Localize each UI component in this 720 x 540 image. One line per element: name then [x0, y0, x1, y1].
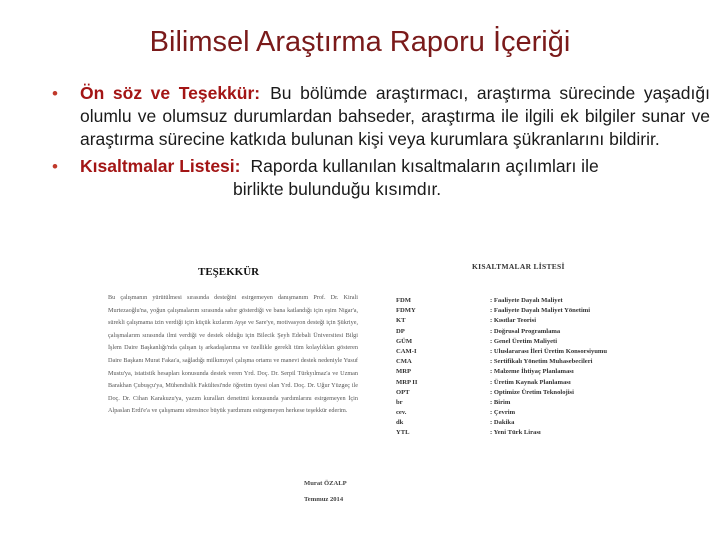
bullet-text: Bu bölümde araştırmacı, araştırma sürecinde yaşadığı olumlu ve olumsuz durumlardan bahseder, araştırma ile ilgili ek bilgiler sunar ve araştırma sürecine katkıda bulunan kişi veya kurumlara şükranlarını bildirir. — [80, 83, 710, 149]
abbreviation-key: MRP — [396, 368, 412, 376]
bullet-dot-icon: • — [52, 157, 58, 176]
abbreviation-row — [396, 327, 620, 337]
abbreviation-meaning: : Birim — [490, 398, 511, 406]
abbreviation-row — [396, 428, 620, 438]
abbreviation-row — [396, 337, 620, 347]
abbreviation-meaning: : Malzeme İhtiyaç Planlaması — [490, 368, 574, 376]
abbreviation-row — [396, 367, 620, 377]
abbreviation-meaning: : Uluslararası İleri Üretim Konsorsiyumu — [490, 347, 608, 355]
acknowledgement-page — [108, 262, 358, 502]
abbreviation-row — [396, 347, 620, 357]
abbreviation-key: br — [396, 398, 403, 406]
abbreviation-key: FDM — [396, 297, 412, 304]
abbreviations-heading: KISALTMALAR LİSTESİ — [472, 262, 565, 271]
abbreviation-meaning: : Yeni Türk Lirası — [490, 429, 541, 437]
slide-title: Bilimsel Araştırma Raporu İçeriği — [149, 26, 571, 58]
bullet-text-line1: Raporda kullanılan kısaltmaların açılımları ile — [250, 156, 599, 176]
abbreviations-list — [396, 296, 620, 439]
abbreviation-row — [396, 306, 620, 316]
bullet-preface — [52, 82, 710, 151]
abbreviation-meaning: : Çevrim — [490, 409, 516, 417]
abbreviation-meaning: : Üretim Kaynak Planlaması — [490, 378, 571, 386]
abbreviation-key: CMA — [396, 358, 412, 366]
acknowledgement-body: Bu çalışmanın yürütülmesi sırasında desteğini esirgemeyen danışmanım Prof. Dr. Kirali Murtezaoğlu'na, yoğun çalışmalarım sırasında sabır gösterdiği ve bana katlandığı için eşim Nigar'a, sürekli çalışmama izin verdiği için küçük kızlarım Ayşe ve Sare'ye, motivasyon desteği için Şükriye, çalışmalarım sırasında ilmi verdiği ve destek olduğu için Bilecik Şeyh Edebali Üniversitesi Bilgi İşlem Daire Başkanlığı'nda çalışan iş arkadaşlarıma ve özellikle gerekli tüm kolaylıkları gösteren Daire Başkanı Murat Fakaı'a, sağladığı milkımıyel çalışma ortamı ve manevi destek nedeniyle Yusuf Mustu'ya, istatistik hesapları konusunda destek veren Yrd. Doç. Dr. Serpil Türkyılmaz'a ve Uzman Barakhan Çubuşçu'ya, Mühendislik Fakültesi'nde öğretim üyesi olan Yrd. Doç. Dr. Uğur Yüzgeç ile Doç. Dr. Cihan Karakuzu'ya, yazım kuralları denetimi konusunda yardımlarını esirgemeyen İçin Alpaslan Erdi'e'a ve çalışmamı süresince büyük yardımını esirgemeyen herkese teşekkür ederim. — [108, 294, 358, 415]
bullet-term: Ön söz ve Teşekkür: — [80, 83, 261, 103]
abbreviation-key: dk — [396, 419, 404, 427]
abbreviations-page — [396, 262, 620, 502]
abbreviation-row — [396, 398, 620, 408]
abbreviation-meaning: : Sertifikalı Yönetim Muhasebecileri — [490, 358, 593, 366]
abbreviation-row — [396, 378, 620, 388]
abbreviation-meaning: : Kısıtlar Teorisi — [490, 317, 537, 325]
abbreviation-key: YTL — [396, 429, 410, 437]
abbreviation-meaning: : Doğrusal Programlama — [490, 327, 561, 335]
bullet-list — [52, 82, 710, 201]
abbreviation-key: OPT — [396, 388, 410, 396]
abbreviation-row — [396, 418, 620, 428]
abbreviation-row — [396, 408, 620, 418]
acknowledgement-date: Temmuz 2014 — [304, 496, 344, 503]
bullet-text-line2: birlikte bulunduğu kısımdır. — [233, 179, 442, 199]
abbreviation-key: MRP II — [396, 378, 418, 386]
bullet-term: Kısaltmalar Listesi: — [80, 156, 241, 176]
abbreviation-meaning: : Optimize Üretim Teknolojisi — [490, 388, 574, 396]
bullet-dot-icon: • — [52, 84, 58, 103]
abbreviation-key: GÜM — [396, 337, 413, 345]
abbreviation-row — [396, 357, 620, 367]
abbreviation-meaning: : Faaliyete Dayalı Maliyet Yönetimi — [490, 307, 591, 315]
abbreviation-key: cev. — [396, 409, 407, 417]
abbreviation-meaning: : Faaliyete Dayalı Maliyet — [490, 297, 563, 304]
abbreviation-row — [396, 316, 620, 326]
abbreviation-key: DP — [396, 327, 405, 335]
abbreviation-meaning: : Dakika — [490, 419, 515, 427]
abbreviation-key: KT — [396, 317, 406, 325]
abbreviation-key: CAM-I — [396, 347, 417, 355]
acknowledgement-heading: TEŞEKKÜR — [198, 266, 260, 278]
abbreviation-meaning: : Genel Üretim Maliyeti — [490, 337, 558, 345]
acknowledgement-signature: Murat ÖZALP — [304, 480, 347, 487]
abbreviation-row — [396, 388, 620, 398]
abbreviation-key: FDMY — [396, 307, 416, 315]
bullet-abbreviations — [52, 155, 710, 201]
abbreviation-row — [396, 296, 620, 306]
